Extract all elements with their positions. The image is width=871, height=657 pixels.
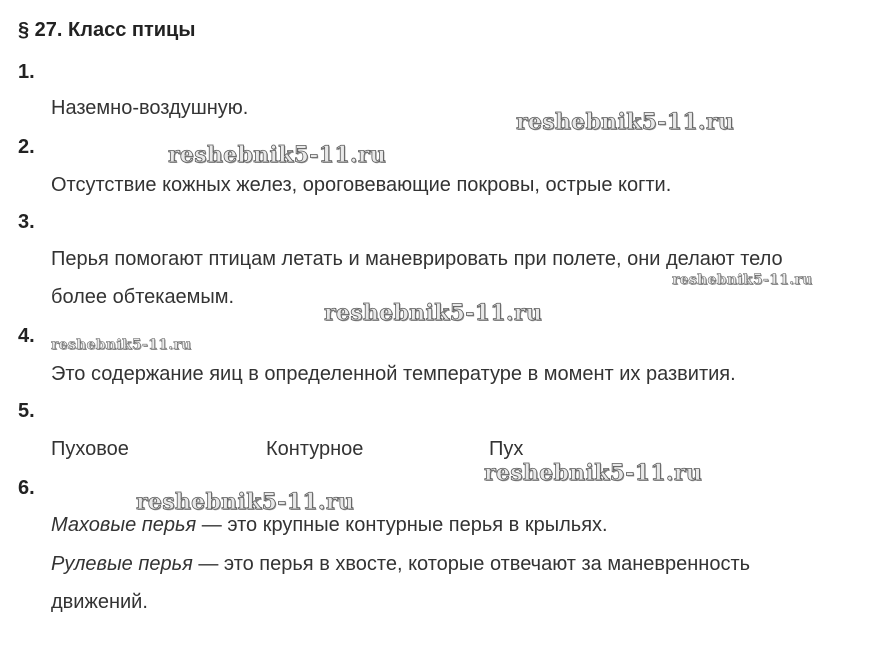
item-number: 3. <box>18 211 35 233</box>
section-title: § 27. Класс птицы <box>18 19 196 41</box>
watermark: reshebnik5-11.ru <box>51 337 192 353</box>
feather-type-down: Пух <box>489 438 524 460</box>
answer-text: Перья помогают птицам летать и маневрировать при полете, они делают тело <box>51 248 783 270</box>
term-flight-feathers: Маховые перья <box>51 514 197 536</box>
term-definition: — это крупные контурные перья в крыльях. <box>196 514 608 536</box>
feather-type-contour: Контурное <box>266 438 364 460</box>
watermark: reshebnik5-11.ru <box>168 142 387 168</box>
term-definition: — это перья в хвосте, которые отвечают за маневренность <box>192 553 751 575</box>
watermark: reshebnik5-11.ru <box>484 460 703 486</box>
watermark: reshebnik5-11.ru <box>324 300 543 326</box>
item-number: 5. <box>18 400 35 422</box>
answer-text <box>51 553 750 576</box>
watermark: reshebnik5-11.ru <box>672 272 813 288</box>
item-number: 1. <box>18 61 35 83</box>
answer-text: Наземно-воздушную. <box>51 97 249 119</box>
answer-text: Это содержание яиц в определенной температуре в момент их развития. <box>51 363 736 385</box>
answer-text: Отсутствие кожных желез, ороговевающие покровы, острые когти. <box>51 174 672 196</box>
answer-text <box>51 591 148 614</box>
watermark: reshebnik5-11.ru <box>516 109 735 135</box>
item-number: 2. <box>18 136 35 158</box>
term-definition: движений. <box>51 591 148 613</box>
term-tail-feathers: Рулевые перья <box>51 553 193 575</box>
item-number: 4. <box>18 325 35 347</box>
item-number: 6. <box>18 477 35 499</box>
answer-text: более обтекаемым. <box>51 286 235 308</box>
feather-type-down-feather: Пуховое <box>51 438 129 460</box>
answer-text <box>51 514 608 537</box>
watermark: reshebnik5-11.ru <box>136 489 355 515</box>
